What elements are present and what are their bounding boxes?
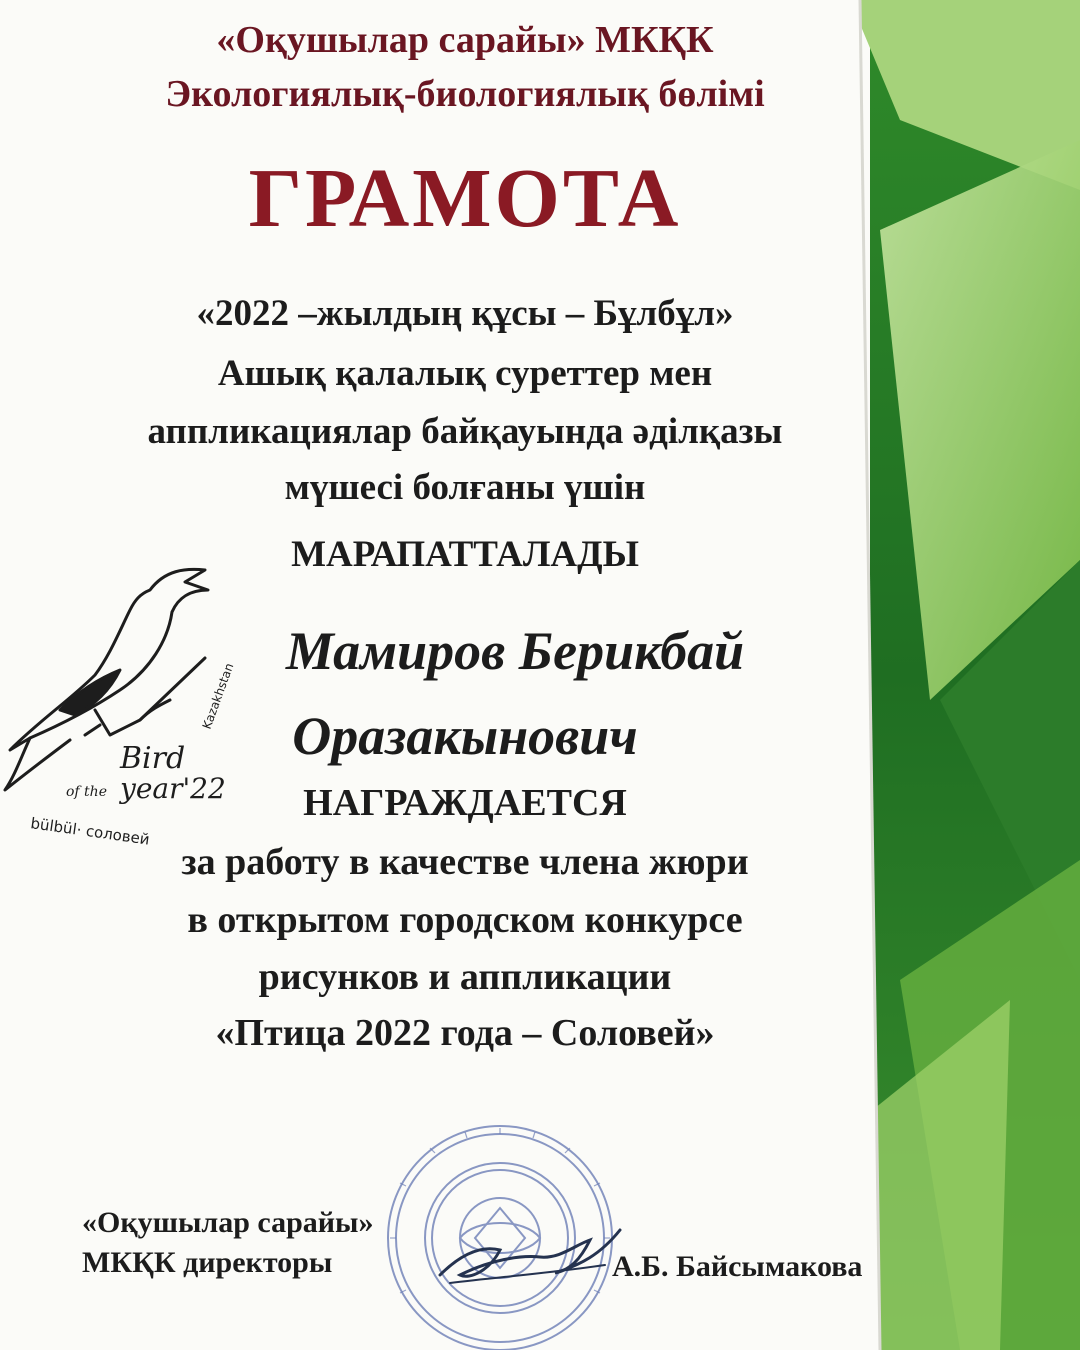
kz-text-line-1: «2022 –жылдың құсы – Бұлбұл» <box>196 293 734 334</box>
logo-bird-text: Bird <box>120 741 186 776</box>
kz-awarded-label: МАРАПАТТАЛАДЫ <box>291 534 639 575</box>
logo-ofthe-text: of the <box>66 784 107 800</box>
kz-text-line-3: аппликациялар байқауында әділқазы <box>147 411 783 452</box>
ru-awarded-label: НАГРАЖДАЕТСЯ <box>303 782 627 824</box>
ru-text-line-4: «Птица 2022 года – Соловей» <box>215 1012 715 1054</box>
logo-year-text: year'22 <box>120 772 226 805</box>
header-org: «Оқушылар сарайы» МКҚК <box>216 19 714 61</box>
logo-side-text: Kazakhstan <box>199 661 237 732</box>
ru-text-line-3: рисунков и аппликации <box>258 956 672 998</box>
footer-org: «Оқушылар сарайы» <box>82 1206 374 1239</box>
header-department: Экологиялық-биологиялық бөлімі <box>165 73 765 115</box>
footer-signer: А.Б. Байсымакова <box>612 1250 863 1283</box>
logo-sub-text: bülbül· соловей <box>29 814 151 849</box>
recipient-name-line-2: Оразакынович <box>292 706 638 766</box>
kz-text-line-4: мүшесі болғаны үшін <box>284 467 646 508</box>
footer-role: МКҚК директоры <box>82 1246 333 1279</box>
bird-of-the-year-logo <box>0 560 250 850</box>
recipient-name-line-1: Мамиров Берикбай <box>285 621 745 681</box>
certificate-title: ГРАМОТА <box>248 152 682 245</box>
ru-text-line-1: за работу в качестве члена жюри <box>181 841 749 883</box>
director-signature <box>430 1215 630 1295</box>
ru-text-line-2: в открытом городском конкурсе <box>187 899 743 941</box>
kz-text-line-2: Ашық қалалық суреттер мен <box>217 353 713 394</box>
